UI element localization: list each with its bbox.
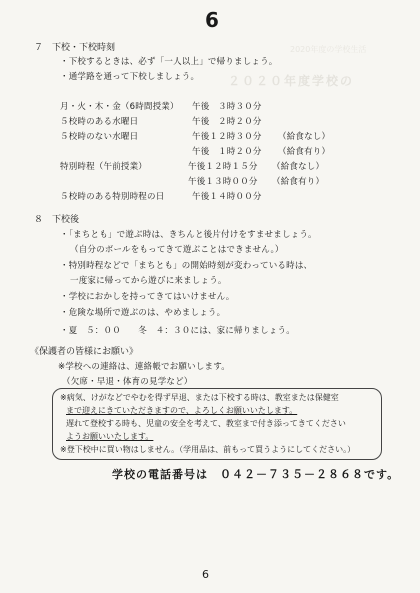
section8-bullet: ・夏 ５：００ 冬 ４：３０には、家に帰りましょう。 <box>60 326 295 336</box>
guardians-line-1: ※学校への連絡は、連絡帳でお願いします。 <box>58 362 230 372</box>
schedule-note: （給食有り） <box>278 147 331 157</box>
section8-bullet: ・危険な場所で遊ぶのは、やめましょう。 <box>60 308 226 318</box>
section7-bullet-2: ・通学路を通って下校しましょう。 <box>60 72 200 82</box>
schedule-time: 午後１２時１５分 <box>188 162 258 172</box>
page-number-bottom: 6 <box>202 568 209 581</box>
notice-line: ※病気、けがなどでやむを得ず早退、または下校する時は、教室または保健室 <box>60 393 339 402</box>
schedule-day: 特別時程（午前授業） <box>60 162 148 172</box>
section8-bullet: ・「まちとも」で遊ぶ時は、きちんと後片付けをすませましょう。 <box>60 230 317 240</box>
notice-line: まで迎えにきていただきますので、よろしくお願いいたします。 <box>66 406 298 415</box>
schedule-time: 午後１２時３０分 <box>192 132 262 142</box>
schedule-day: 月・火・木・金（6時間授業） <box>60 102 179 112</box>
section8-title: ８ 下校後 <box>34 215 80 225</box>
section8-bullet: （自分のボールをもってきて遊ぶことはできません。） <box>70 245 284 255</box>
notice-line: ※登下校中に買い物はしません。（学用品は、前もって買うようにしてください。） <box>60 445 356 454</box>
schedule-note: （給食なし） <box>272 162 325 172</box>
section7-bullet-1: ・下校するときは、必ず「一人以上」で帰りましょう。 <box>60 57 278 67</box>
schedule-day: ５校時のない水曜日 <box>60 132 139 142</box>
section8-bullet: ・学校におかしを持ってきてはいけません。 <box>60 292 235 302</box>
schedule-day: ５校時のある水曜日 <box>60 117 139 127</box>
schedule-day: ５校時のある特別時程の日 <box>60 192 165 202</box>
schedule-time: 午後１３時００分 <box>188 177 258 187</box>
guardians-line-2: （欠席・早退・体育の見学など） <box>62 377 193 387</box>
section8-bullet: ・特別時程などで「まちとも」の開始時刻が変わっている時は、 <box>60 261 313 271</box>
page-number-top: 6 <box>205 8 219 32</box>
notice-line: ようお願いいたします。 <box>66 432 154 441</box>
school-phone-line: 学校の電話番号は ０４２－７３５－２８６８です。 <box>112 468 400 481</box>
schedule-note: （給食有り） <box>272 177 325 187</box>
bleed-title: ２０２０年度学校の <box>228 74 355 88</box>
schedule-time: 午後 ２時２０分 <box>192 117 262 127</box>
guardians-heading: 《保護者の皆様にお願い》 <box>30 347 139 357</box>
section7-title: ７ 下校・下校時刻 <box>34 43 116 53</box>
schedule-time: 午後１４時００分 <box>192 192 262 202</box>
bleed-header-label: 2020年度の学校生活 <box>290 45 367 54</box>
section8-bullet: 一度家に帰ってから遊びに来ましょう。 <box>70 276 227 286</box>
schedule-time: 午後 ３時３０分 <box>192 102 262 112</box>
schedule-time: 午後 １時２０分 <box>192 147 262 157</box>
schedule-note: （給食なし） <box>278 132 331 142</box>
notice-line: 遅れて登校する時も、児童の安全を考えて、教室まで付き添ってきてください <box>66 419 346 428</box>
